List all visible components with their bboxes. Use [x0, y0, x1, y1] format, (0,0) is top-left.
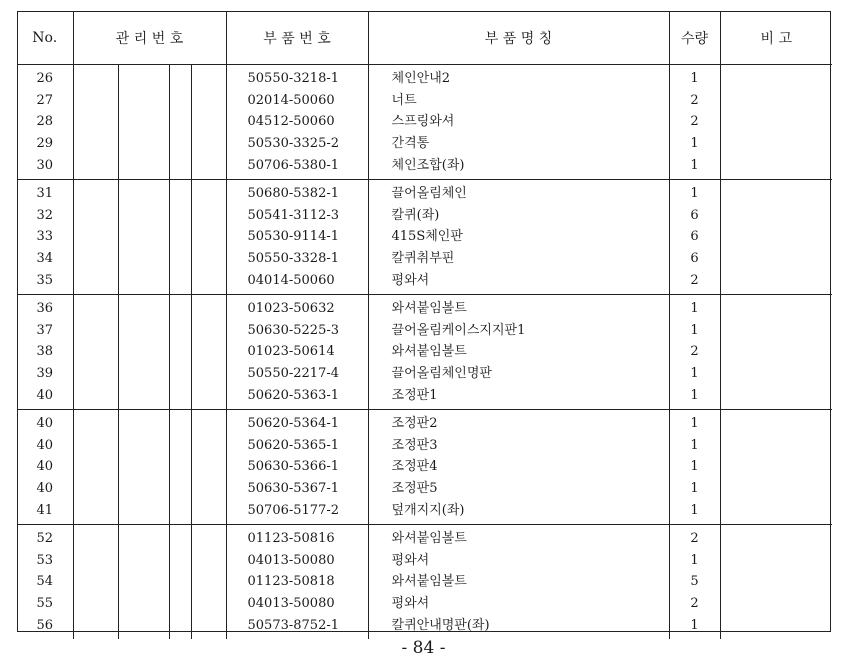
part-name-cell: 끌어올림케이스지지판1: [368, 320, 669, 342]
table-row: [17, 65, 832, 90]
mgmt-cell-1: [73, 435, 118, 457]
part-number-cell: 04014-50060: [226, 269, 368, 294]
part-number-cell: 01123-50816: [226, 524, 368, 549]
mgmt-cell-3: [169, 524, 191, 549]
quantity-cell: 2: [669, 593, 720, 615]
mgmt-cell-4: [191, 111, 226, 133]
remarks-cell: [720, 478, 832, 500]
quantity-cell: 1: [669, 614, 720, 639]
mgmt-cell-4: [191, 90, 226, 112]
quantity-cell: 2: [669, 524, 720, 549]
mgmt-cell-1: [73, 499, 118, 524]
part-name-cell: 간격통: [368, 133, 669, 155]
mgmt-cell-2: [118, 456, 169, 478]
mgmt-cell-4: [191, 593, 226, 615]
part-name-cell: 와셔붙임볼트: [368, 341, 669, 363]
header-part-name: 부 품 명 칭: [368, 11, 669, 65]
quantity-cell: 6: [669, 226, 720, 248]
mgmt-cell-1: [73, 179, 118, 204]
part-number-cell: 50630-5367-1: [226, 478, 368, 500]
remarks-cell: [720, 384, 832, 409]
mgmt-cell-1: [73, 593, 118, 615]
mgmt-cell-4: [191, 226, 226, 248]
mgmt-cell-3: [169, 499, 191, 524]
part-number-cell: 50530-3325-2: [226, 133, 368, 155]
mgmt-cell-2: [118, 133, 169, 155]
remarks-cell: [720, 499, 832, 524]
part-name-cell: 끌어올림체인: [368, 179, 669, 204]
mgmt-cell-3: [169, 549, 191, 571]
quantity-cell: 2: [669, 111, 720, 133]
header-quantity: 수량: [669, 11, 720, 65]
mgmt-cell-3: [169, 90, 191, 112]
mgmt-cell-3: [169, 478, 191, 500]
quantity-cell: 6: [669, 205, 720, 227]
quantity-cell: 1: [669, 320, 720, 342]
mgmt-cell-2: [118, 226, 169, 248]
mgmt-cell-1: [73, 549, 118, 571]
part-name-cell: 칼퀴안내명판(좌): [368, 614, 669, 639]
row-number: 40: [17, 384, 73, 409]
table-row: [17, 499, 832, 524]
remarks-cell: [720, 320, 832, 342]
quantity-cell: 2: [669, 341, 720, 363]
mgmt-cell-1: [73, 614, 118, 639]
part-number-cell: 50530-9114-1: [226, 226, 368, 248]
table-row: [17, 205, 832, 227]
remarks-cell: [720, 614, 832, 639]
quantity-cell: 1: [669, 549, 720, 571]
row-number: 28: [36, 114, 54, 130]
row-number: 34: [36, 251, 54, 267]
row-number: 38: [36, 344, 54, 360]
table-row: [17, 294, 832, 319]
mgmt-cell-2: [118, 384, 169, 409]
remarks-cell: [720, 409, 832, 434]
mgmt-cell-4: [191, 456, 226, 478]
part-number-cell: 50706-5380-1: [226, 154, 368, 179]
mgmt-cell-1: [73, 248, 118, 270]
mgmt-cell-3: [169, 593, 191, 615]
remarks-cell: [720, 571, 832, 593]
row-number: 30: [17, 154, 73, 179]
quantity-cell: 1: [669, 384, 720, 409]
page-number: - 84 -: [401, 638, 446, 658]
remarks-cell: [720, 363, 832, 385]
mgmt-cell-4: [191, 363, 226, 385]
part-number-cell: 50550-3218-1: [226, 65, 368, 90]
mgmt-cell-1: [73, 409, 118, 434]
header-part-number: 부 품 번 호: [226, 11, 368, 65]
mgmt-cell-1: [73, 341, 118, 363]
mgmt-cell-2: [118, 593, 169, 615]
remarks-cell: [720, 524, 832, 549]
table-row: [17, 478, 832, 500]
remarks-cell: [720, 269, 832, 294]
mgmt-cell-1: [73, 320, 118, 342]
part-name-cell: 조정판3: [368, 435, 669, 457]
row-number: 54: [36, 574, 54, 590]
mgmt-cell-2: [118, 154, 169, 179]
part-number-cell: 50620-5363-1: [226, 384, 368, 409]
parts-table-body: [17, 65, 832, 639]
mgmt-cell-2: [118, 179, 169, 204]
row-number: 29: [36, 136, 54, 152]
quantity-cell: 1: [669, 294, 720, 319]
mgmt-cell-4: [191, 571, 226, 593]
row-number: 26: [36, 71, 54, 87]
table-row: [17, 90, 832, 112]
part-name-cell: 체인안내2: [368, 65, 669, 90]
mgmt-cell-2: [118, 294, 169, 319]
row-number: 37: [36, 322, 54, 338]
row-number: 52: [36, 531, 54, 547]
part-name-cell: 스프링와셔: [368, 111, 669, 133]
row-number: 40: [36, 480, 54, 496]
mgmt-cell-1: [73, 133, 118, 155]
part-number-cell: 50630-5225-3: [226, 320, 368, 342]
row-number: 53: [36, 552, 54, 568]
part-number-cell: 01123-50818: [226, 571, 368, 593]
mgmt-cell-1: [73, 524, 118, 549]
mgmt-cell-1: [73, 111, 118, 133]
mgmt-cell-2: [118, 111, 169, 133]
mgmt-cell-3: [169, 614, 191, 639]
remarks-cell: [720, 294, 832, 319]
quantity-cell: 5: [669, 571, 720, 593]
mgmt-cell-3: [169, 205, 191, 227]
part-number-cell: 04013-50080: [226, 549, 368, 571]
mgmt-cell-3: [169, 179, 191, 204]
table-row: [17, 524, 832, 549]
part-number-cell: 50573-8752-1: [226, 614, 368, 639]
mgmt-cell-3: [169, 154, 191, 179]
part-name-cell: 끌어올림체인명판: [368, 363, 669, 385]
mgmt-cell-4: [191, 341, 226, 363]
quantity-cell: 2: [669, 90, 720, 112]
mgmt-cell-4: [191, 384, 226, 409]
mgmt-cell-4: [191, 524, 226, 549]
mgmt-cell-3: [169, 435, 191, 457]
table-row: [17, 435, 832, 457]
row-number: 40: [36, 416, 54, 432]
mgmt-cell-3: [169, 571, 191, 593]
part-name-cell: 와셔붙임볼트: [368, 294, 669, 319]
mgmt-cell-2: [118, 320, 169, 342]
mgmt-cell-2: [118, 409, 169, 434]
mgmt-cell-1: [73, 154, 118, 179]
remarks-cell: [720, 226, 832, 248]
part-number-cell: 50541-3112-3: [226, 205, 368, 227]
row-number: 55: [36, 595, 54, 611]
mgmt-cell-1: [73, 384, 118, 409]
mgmt-cell-2: [118, 90, 169, 112]
parts-table: [17, 11, 832, 639]
row-number: 56: [36, 617, 54, 633]
part-name-cell: 415S체인판: [368, 226, 669, 248]
part-name-cell: 조정판5: [368, 478, 669, 500]
header-management-number: 관 리 번 호: [73, 11, 226, 65]
mgmt-cell-3: [169, 269, 191, 294]
remarks-cell: [720, 593, 832, 615]
quantity-cell: 1: [669, 133, 720, 155]
mgmt-cell-2: [118, 614, 169, 639]
part-number-cell: 01023-50632: [226, 294, 368, 319]
mgmt-cell-4: [191, 179, 226, 204]
mgmt-cell-3: [169, 320, 191, 342]
header-no: No.: [17, 11, 73, 65]
mgmt-cell-1: [73, 478, 118, 500]
part-number-cell: 01023-50614: [226, 341, 368, 363]
remarks-cell: [720, 179, 832, 204]
part-number-cell: 50620-5365-1: [226, 435, 368, 457]
mgmt-cell-2: [118, 205, 169, 227]
mgmt-cell-4: [191, 248, 226, 270]
part-number-cell: 50680-5382-1: [226, 179, 368, 204]
mgmt-cell-2: [118, 571, 169, 593]
mgmt-cell-2: [118, 269, 169, 294]
part-name-cell: 너트: [368, 90, 669, 112]
remarks-cell: [720, 205, 832, 227]
mgmt-cell-3: [169, 248, 191, 270]
part-name-cell: 조정판4: [368, 456, 669, 478]
mgmt-cell-2: [118, 341, 169, 363]
row-number: 41: [17, 499, 73, 524]
table-row: [17, 341, 832, 363]
row-number: 33: [36, 229, 54, 245]
quantity-cell: 6: [669, 248, 720, 270]
mgmt-cell-1: [73, 571, 118, 593]
mgmt-cell-4: [191, 614, 226, 639]
part-name-cell: 평와셔: [368, 593, 669, 615]
table-row: [17, 154, 832, 179]
remarks-cell: [720, 456, 832, 478]
mgmt-cell-3: [169, 226, 191, 248]
row-number: 31: [36, 186, 54, 202]
mgmt-cell-2: [118, 363, 169, 385]
mgmt-cell-3: [169, 384, 191, 409]
mgmt-cell-3: [169, 294, 191, 319]
row-number: 40: [36, 459, 54, 475]
quantity-cell: 1: [669, 478, 720, 500]
mgmt-cell-1: [73, 269, 118, 294]
remarks-cell: [720, 133, 832, 155]
table-row: [17, 363, 832, 385]
quantity-cell: 1: [669, 154, 720, 179]
part-number-cell: 04013-50080: [226, 593, 368, 615]
part-name-cell: 칼퀴취부핀: [368, 248, 669, 270]
mgmt-cell-1: [73, 205, 118, 227]
quantity-cell: 1: [669, 435, 720, 457]
remarks-cell: [720, 154, 832, 179]
remarks-cell: [720, 549, 832, 571]
mgmt-cell-1: [73, 65, 118, 90]
part-name-cell: 칼퀴(좌): [368, 205, 669, 227]
mgmt-cell-4: [191, 294, 226, 319]
quantity-cell: 1: [669, 456, 720, 478]
part-number-cell: 50550-2217-4: [226, 363, 368, 385]
mgmt-cell-1: [73, 226, 118, 248]
row-number: 39: [36, 366, 54, 382]
table-row: [17, 571, 832, 593]
mgmt-cell-2: [118, 435, 169, 457]
part-name-cell: 체인조합(좌): [368, 154, 669, 179]
row-number: 32: [36, 207, 54, 223]
mgmt-cell-4: [191, 478, 226, 500]
part-number-cell: 50550-3328-1: [226, 248, 368, 270]
remarks-cell: [720, 435, 832, 457]
mgmt-cell-1: [73, 294, 118, 319]
mgmt-cell-4: [191, 435, 226, 457]
part-name-cell: 평와셔: [368, 269, 669, 294]
mgmt-cell-3: [169, 456, 191, 478]
table-row: [17, 409, 832, 434]
mgmt-cell-3: [169, 363, 191, 385]
mgmt-cell-4: [191, 549, 226, 571]
quantity-cell: 2: [669, 269, 720, 294]
remarks-cell: [720, 341, 832, 363]
mgmt-cell-2: [118, 549, 169, 571]
table-row: [17, 226, 832, 248]
table-row: [17, 111, 832, 133]
table-row: [17, 384, 832, 409]
table-row: [17, 593, 832, 615]
table-row: [17, 320, 832, 342]
header-row: [17, 11, 832, 65]
mgmt-cell-3: [169, 409, 191, 434]
mgmt-cell-4: [191, 154, 226, 179]
remarks-cell: [720, 111, 832, 133]
part-number-cell: 04512-50060: [226, 111, 368, 133]
table-row: [17, 549, 832, 571]
mgmt-cell-4: [191, 65, 226, 90]
table-row: [17, 248, 832, 270]
mgmt-cell-3: [169, 65, 191, 90]
row-number: 40: [36, 437, 54, 453]
mgmt-cell-1: [73, 456, 118, 478]
mgmt-cell-4: [191, 205, 226, 227]
mgmt-cell-3: [169, 133, 191, 155]
mgmt-cell-3: [169, 111, 191, 133]
table-row: [17, 614, 832, 639]
mgmt-cell-1: [73, 90, 118, 112]
mgmt-cell-4: [191, 133, 226, 155]
mgmt-cell-2: [118, 65, 169, 90]
part-number-cell: 50630-5366-1: [226, 456, 368, 478]
mgmt-cell-1: [73, 363, 118, 385]
part-number-cell: 50620-5364-1: [226, 409, 368, 434]
part-name-cell: 와셔붙임볼트: [368, 524, 669, 549]
part-name-cell: 덮개지지(좌): [368, 499, 669, 524]
mgmt-cell-4: [191, 499, 226, 524]
mgmt-cell-3: [169, 341, 191, 363]
remarks-cell: [720, 65, 832, 90]
part-name-cell: 평와셔: [368, 549, 669, 571]
row-number: 35: [17, 269, 73, 294]
header-remarks: 비 고: [720, 11, 832, 65]
quantity-cell: 1: [669, 179, 720, 204]
quantity-cell: 1: [669, 65, 720, 90]
quantity-cell: 1: [669, 363, 720, 385]
table-row: [17, 133, 832, 155]
mgmt-cell-4: [191, 409, 226, 434]
mgmt-cell-4: [191, 269, 226, 294]
table-row: [17, 179, 832, 204]
table-row: [17, 456, 832, 478]
mgmt-cell-2: [118, 248, 169, 270]
mgmt-cell-2: [118, 524, 169, 549]
mgmt-cell-4: [191, 320, 226, 342]
table-row: [17, 269, 832, 294]
part-number-cell: 02014-50060: [226, 90, 368, 112]
part-name-cell: 와셔붙임볼트: [368, 571, 669, 593]
remarks-cell: [720, 90, 832, 112]
remarks-cell: [720, 248, 832, 270]
quantity-cell: 1: [669, 499, 720, 524]
part-name-cell: 조정판1: [368, 384, 669, 409]
quantity-cell: 1: [669, 409, 720, 434]
mgmt-cell-2: [118, 499, 169, 524]
row-number: 36: [36, 301, 54, 317]
part-name-cell: 조정판2: [368, 409, 669, 434]
row-number: 27: [36, 92, 54, 108]
mgmt-cell-2: [118, 478, 169, 500]
part-number-cell: 50706-5177-2: [226, 499, 368, 524]
